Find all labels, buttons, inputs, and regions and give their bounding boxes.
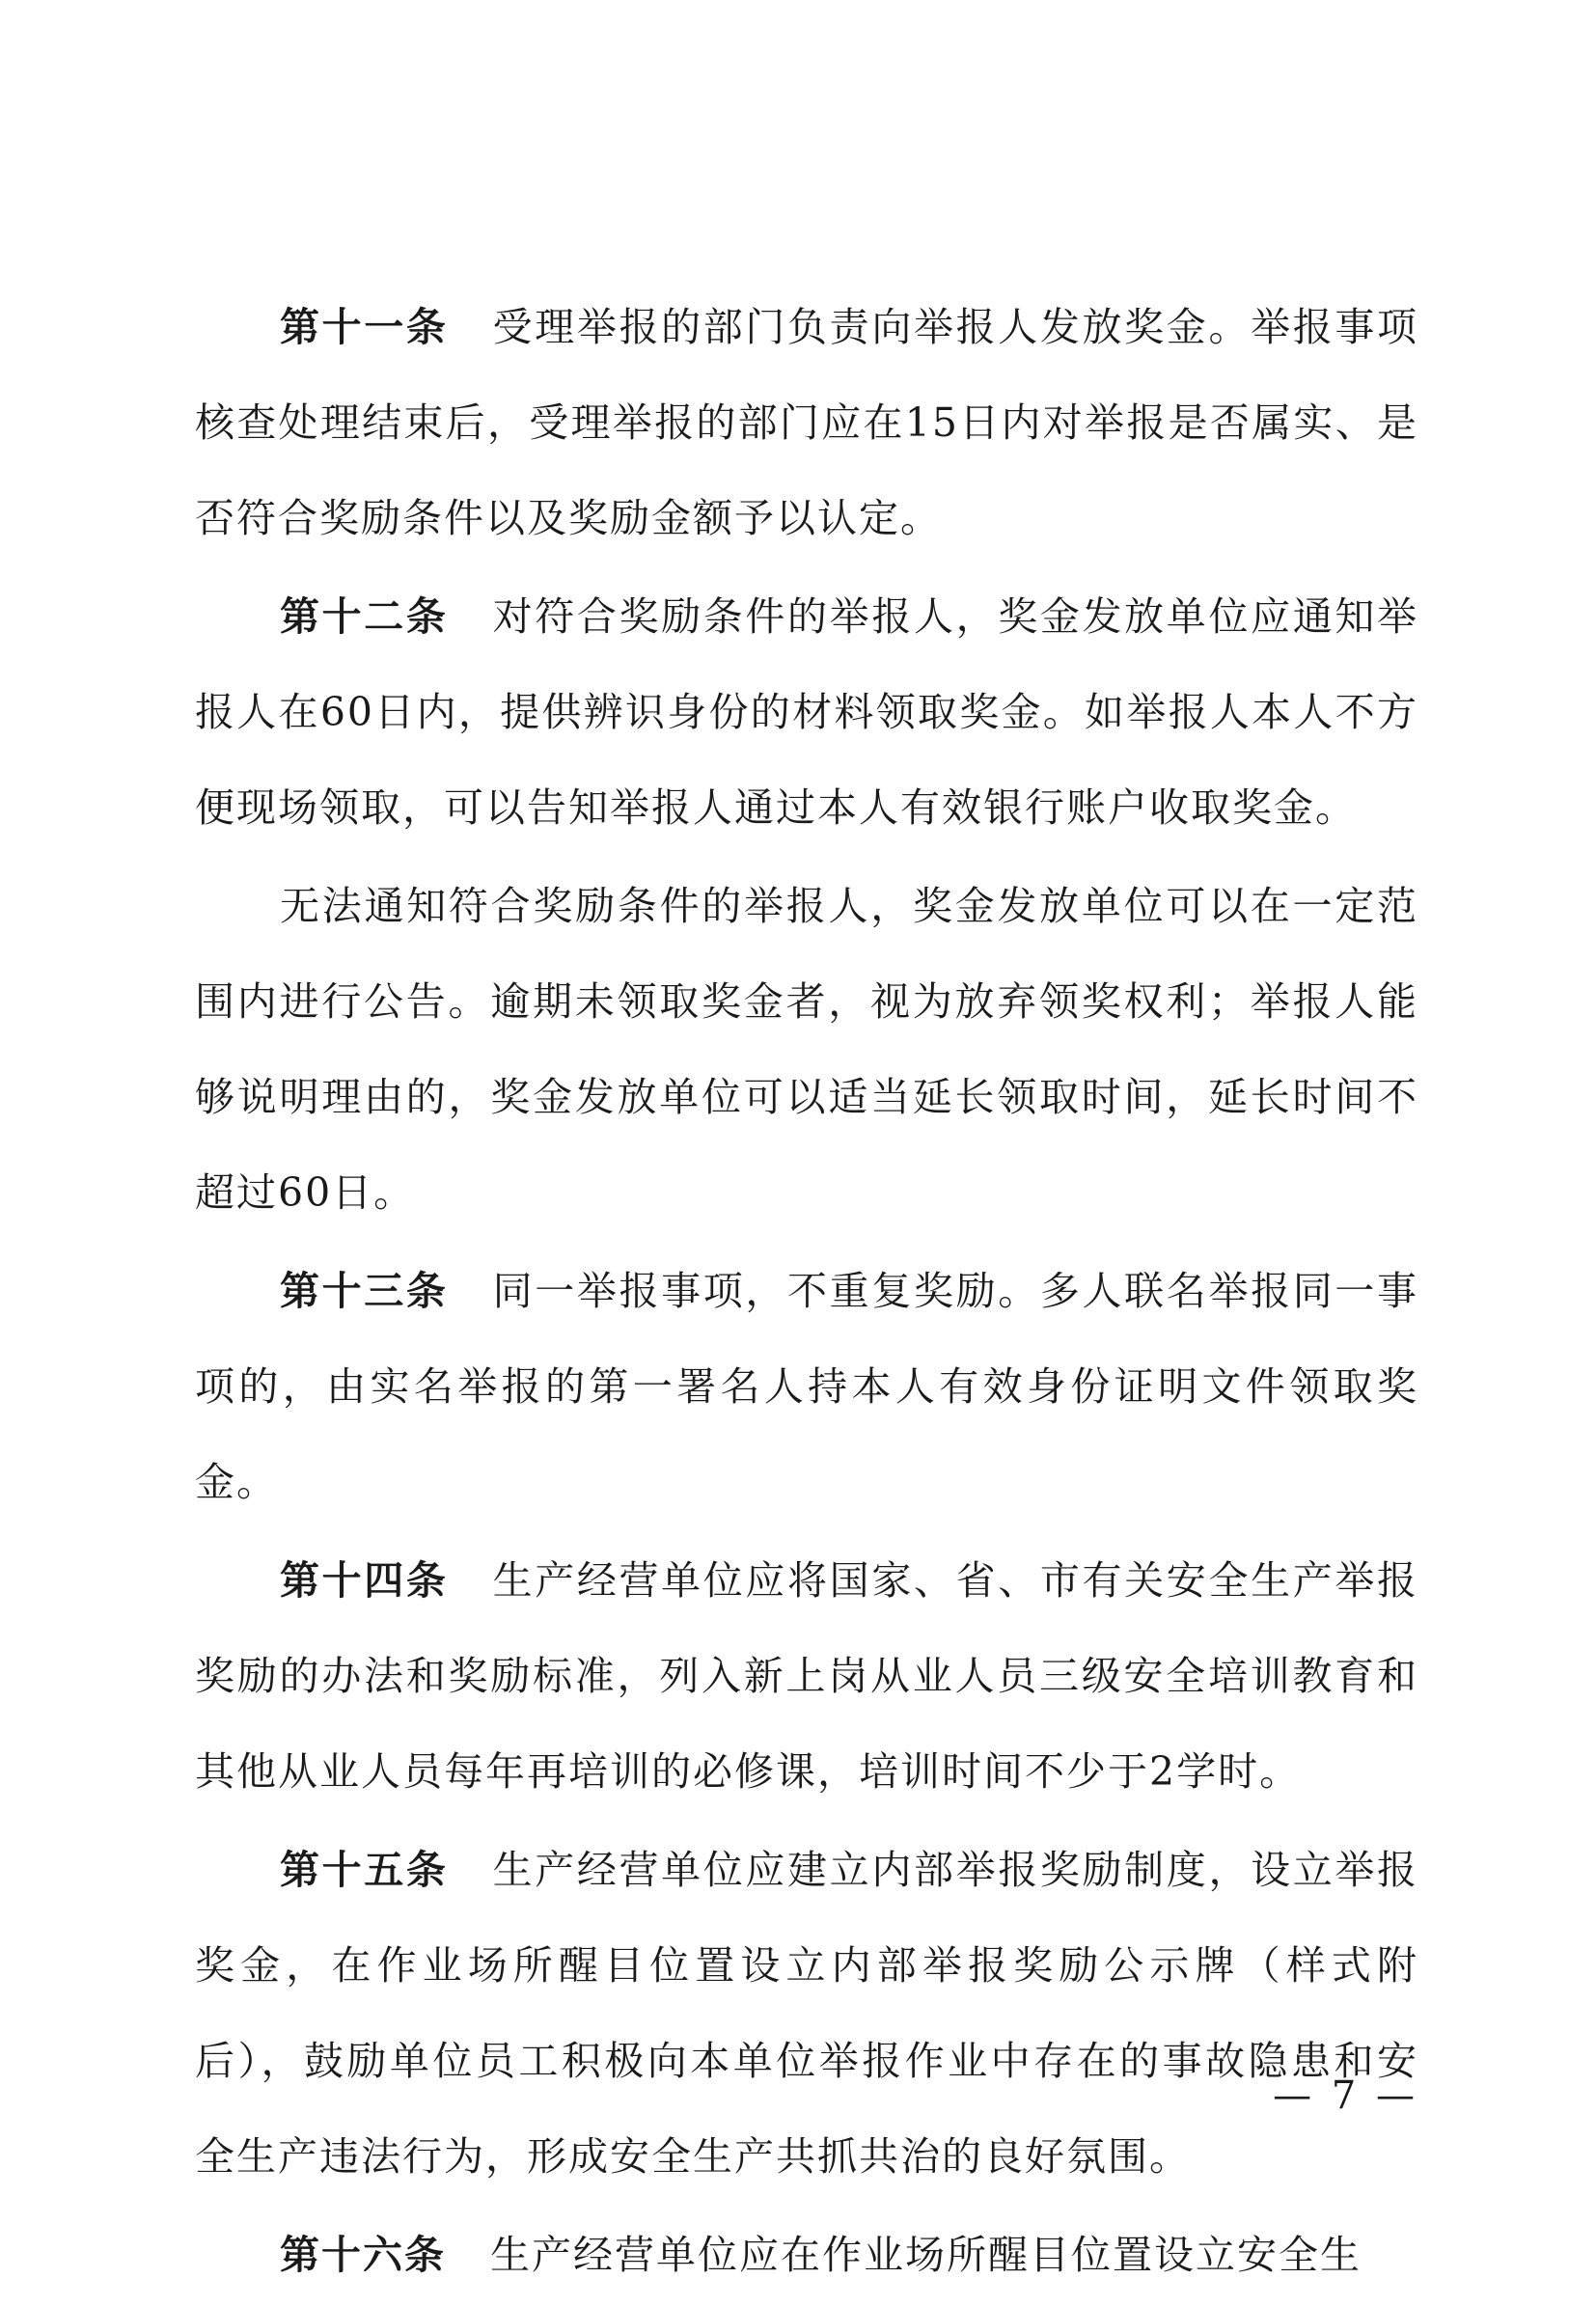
article-text: 对符合奖励条件的举报人，奖金发放单位应通知举报人在60日内，提供辨识身份的材料领取奖金。如举报人本人不方便现场领取，可以告知举报人通过本人有效银行账户收取奖金。 bbox=[195, 593, 1419, 831]
article-title: 第十四条 bbox=[280, 1557, 449, 1604]
article-text: 生产经营单位应建立内部举报奖励制度，设立举报奖金，在作业场所醒目位置设立内部举报奖励公示牌（样式附后），鼓励单位员工积极向本单位举报作业中存在的事故隐患和安全生产违法行为，形成安全生产共抓共治的良好氛围。 bbox=[195, 1847, 1419, 2180]
article-title: 第十三条 bbox=[280, 1268, 449, 1314]
article-title: 第十五条 bbox=[280, 1847, 449, 1893]
article-16 bbox=[195, 2208, 1418, 2303]
article-13 bbox=[195, 1244, 1418, 1530]
article-text: 受理举报的部门负责向举报人发放奖金。举报事项核查处理结束后，受理举报的部门应在15日内对举报是否属实、是否符合奖励条件以及奖励金额予以认定。 bbox=[195, 304, 1419, 541]
article-12 bbox=[195, 569, 1418, 856]
article-text: 同一举报事项，不重复奖励。多人联名举报同一事项的，由实名举报的第一署名人持本人有效身份证明文件领取奖金。 bbox=[195, 1268, 1419, 1505]
document-body bbox=[195, 280, 1418, 2306]
article-11 bbox=[195, 280, 1418, 566]
article-title: 第十二条 bbox=[280, 593, 449, 640]
article-title: 第十六条 bbox=[280, 2232, 446, 2278]
page-number: — 7 — bbox=[1273, 2073, 1418, 2118]
article-12-continuation bbox=[195, 859, 1418, 1241]
article-text: 生产经营单位应在作业场所醒目位置设立安全生 bbox=[490, 2232, 1362, 2278]
article-14 bbox=[195, 1533, 1418, 1820]
article-text: 无法通知符合奖励条件的举报人，奖金发放单位可以在一定范围内进行公告。逾期未领取奖金者，视为放弃领奖权利；举报人能够说明理由的，奖金发放单位可以适当延长领取时间，延长时间不超过60日。 bbox=[195, 883, 1418, 1216]
article-title: 第十一条 bbox=[280, 304, 449, 350]
article-15 bbox=[195, 1823, 1418, 2205]
article-text: 生产经营单位应将国家、省、市有关安全生产举报奖励的办法和奖励标准，列入新上岗从业人员三级安全培训教育和其他从业人员每年再培训的必修课，培训时间不少于2学时。 bbox=[195, 1557, 1419, 1795]
